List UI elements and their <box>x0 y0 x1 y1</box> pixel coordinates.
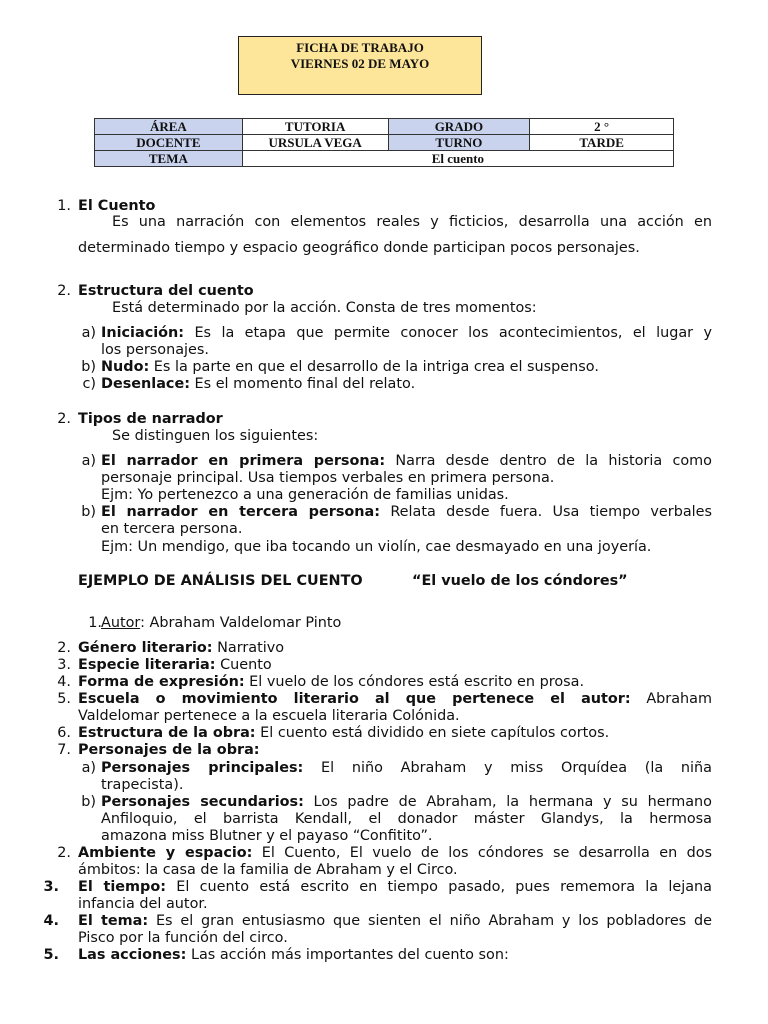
analysis-item-cont: infancia del autor. <box>78 896 208 912</box>
item-number: 1. <box>88 615 102 631</box>
analysis-item: Escuela o movimiento literario al que pertenece el autor: Abraham <box>78 691 712 707</box>
grade-value: 2 ° <box>530 119 674 135</box>
list-marker: a) <box>81 453 96 469</box>
analysis-item-cont: Pisco por la función del circo. <box>78 930 288 946</box>
list-item-cont: en tercera persona. <box>101 521 243 537</box>
example-line: Ejm: Un mendigo, que iba tocando un violín, cae desmayado en una joyería. <box>101 539 652 555</box>
paragraph-line: Es una narración con elementos reales y ficticios, desarrolla una acción en <box>112 214 712 230</box>
item-number: 2. <box>57 845 71 861</box>
characters-secondary: Personajes secundarios: Los padre de Abraham, la hermana y su hermano <box>101 794 712 810</box>
analysis-item: El tema: Es el gran entusiasmo que sienten el niño Abraham y los pobladores de <box>78 913 712 929</box>
item-number: 5. <box>57 691 71 707</box>
list-item-cont: los personajes. <box>101 342 209 358</box>
area-value: TUTORIA <box>242 119 388 135</box>
teacher-value: URSULA VEGA <box>242 135 388 151</box>
area-label: ÁREA <box>95 119 243 135</box>
teacher-label: DOCENTE <box>95 135 243 151</box>
topic-label: TEMA <box>95 151 243 167</box>
example-title: “El vuelo de los cóndores” <box>412 573 628 589</box>
list-item-cont: personaje principal. Usa tiempos verbales en primera persona. <box>101 470 555 486</box>
section-number: 1. <box>57 198 71 214</box>
info-table <box>94 118 674 167</box>
list-marker: b) <box>81 504 96 520</box>
list-item: El narrador en tercera persona: Relata desde fuera. Usa tiempo verbales <box>101 504 712 520</box>
section-number: 2. <box>57 283 71 299</box>
analysis-item: Las acciones: Las acción más importantes del cuento son: <box>78 947 509 963</box>
list-item: El narrador en primera persona: Narra desde dentro de la historia como <box>101 453 712 469</box>
analysis-item: Estructura de la obra: El cuento está dividido en siete capítulos cortos. <box>78 725 610 741</box>
section-intro: Está determinado por la acción. Consta de tres momentos: <box>112 300 537 316</box>
characters-main: Personajes principales: El niño Abraham y miss Orquídea (la niña <box>101 760 712 776</box>
item-number: 5. <box>43 947 59 963</box>
list-item: Iniciación: Es la etapa que permite conocer los acontecimientos, el lugar y <box>101 325 712 341</box>
item-number: 3. <box>57 657 71 673</box>
list-marker: b) <box>81 794 96 810</box>
topic-value: El cuento <box>242 151 673 167</box>
list-marker: a) <box>81 325 96 341</box>
item-number: 4. <box>43 913 59 929</box>
characters-secondary-cont: amazona miss Blutner y el payaso “Confitito”. <box>101 828 433 844</box>
list-item: Nudo: Es la parte en que el desarrollo de la intriga crea el suspenso. <box>101 359 599 375</box>
list-item: Desenlace: Es el momento final del relato. <box>101 376 416 392</box>
header-title: FICHA DE TRABAJO <box>296 40 424 55</box>
analysis-item-cont: Valdelomar pertenece a la escuela literaria Colónida. <box>78 708 460 724</box>
analysis-item: Forma de expresión: El vuelo de los cóndores está escrito en prosa. <box>78 674 585 690</box>
section-number: 2. <box>57 411 71 427</box>
characters-secondary-cont: Anfiloquio, el barrista Kendall, el donador máster Glandys, la hermosa <box>101 811 712 827</box>
example-line: Ejm: Yo pertenezco a una generación de familias unidas. <box>101 487 509 503</box>
item-number: 3. <box>43 879 59 895</box>
item-number: 7. <box>57 742 71 758</box>
shift-value: TARDE <box>530 135 674 151</box>
section-title: El Cuento <box>78 198 156 214</box>
section-intro: Se distinguen los siguientes: <box>112 428 319 444</box>
analysis-item: El tiempo: El cuento está escrito en tiempo pasado, pues rememora la lejana <box>78 879 712 895</box>
analysis-item: Género literario: Narrativo <box>78 640 285 656</box>
characters-main-cont: trapecista). <box>101 777 184 793</box>
analysis-item-cont: ámbitos: la casa de la familia de Abraham y el Circo. <box>78 862 458 878</box>
section-title: Tipos de narrador <box>78 411 223 427</box>
paragraph-line: determinado tiempo y espacio geográfico donde participan pocos personajes. <box>78 240 640 256</box>
worksheet-header <box>238 36 482 95</box>
grade-label: GRADO <box>388 119 530 135</box>
section-title: Estructura del cuento <box>78 283 254 299</box>
analysis-item: Ambiente y espacio: El Cuento, El vuelo de los cóndores se desarrolla en dos <box>78 845 713 861</box>
list-marker: a) <box>81 760 96 776</box>
analysis-item: Especie literaria: Cuento <box>78 657 272 673</box>
table-row <box>95 135 674 151</box>
analysis-item-autor: Autor: Abraham Valdelomar Pinto <box>101 615 342 631</box>
analysis-item: Personajes de la obra: <box>78 742 260 758</box>
item-number: 2. <box>57 640 71 656</box>
table-row <box>95 151 674 167</box>
header-date: VIERNES 02 DE MAYO <box>290 56 430 71</box>
item-number: 4. <box>57 674 71 690</box>
list-marker: b) <box>81 359 96 375</box>
table-row <box>95 119 674 135</box>
item-number: 6. <box>57 725 71 741</box>
shift-label: TURNO <box>388 135 530 151</box>
example-heading: EJEMPLO DE ANÁLISIS DEL CUENTO <box>78 573 363 589</box>
list-marker: c) <box>82 376 96 392</box>
